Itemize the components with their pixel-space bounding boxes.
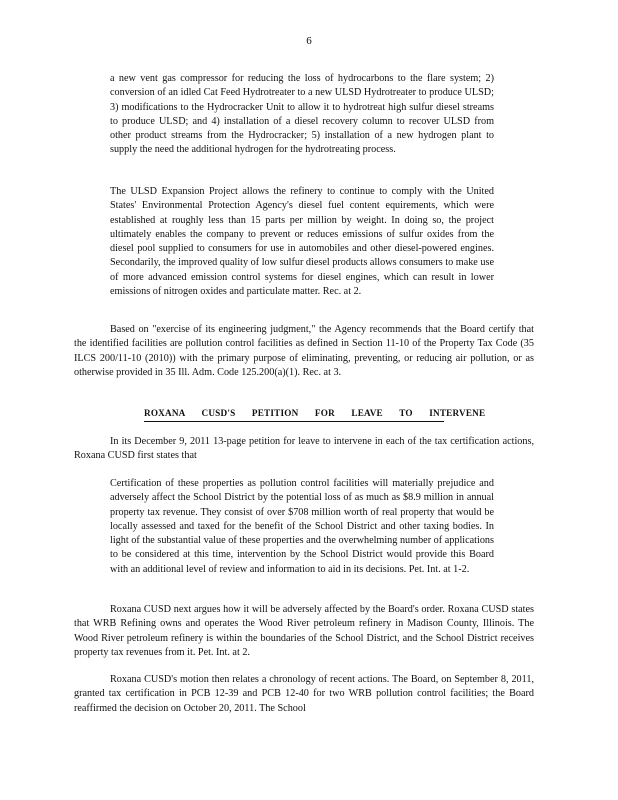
paragraph-agency-recommendation [74,323,534,380]
paragraph-adverse-effect [74,603,534,660]
quoted-paragraph-project-components: a new vent gas compressor for reducing the loss of hydrocarbons to the flare system; 2) conversion of an idled Cat Feed Hydrotreater to a new ULSD Hydrotreater to produce ULSD; 3) modifications to the Hydrocracker Unit to allow it to hydrotreat high sulfur diesel streams to produce ULSD; and 4) installation of a diesel recovery column to recover ULSD from other product streams from the Hydrocracker; 5) installation of a new hydrogen plant to supply the need the additional hydrogen for the hydrotreating process. [110,73,494,156]
page-number: 6 [306,35,312,47]
quoted-paragraph-certification: Certification of these properties as pollution control facilities will materially prejudice and adversely affect the School District by the potential loss of as much as $8.9 million in annual property tax revenue. They consist of over $708 million worth of real property that would be locally assessed and taxed for the benefit of the School District and other taxing bodies. In light of the substantial value of these properties and the overwhelming number of applications to be considered at this time, intervention by the School District would provide this Board with an additional level of review and information to aid in its decisions. Pet. Int. at 1-2. [110,478,494,575]
paragraph-adverse-effect-text: Roxana CUSD next argues how it will be adversely affected by the Board's order. Roxana CUSD states that WRB Refining owns and operates the Wood River petroleum refinery in Madison County, Illinois. The Wood River petroleum refinery is within the boundaries of the School District, and the School District receives property tax revenues from it. Pet. Int. at 2. [74,604,534,658]
paragraph-petition-intro [74,435,534,464]
paragraph-agency-recommendation-text: Based on "exercise of its engineering judgment," the Agency recommends that the Board certify that the identified facilities are pollution control facilities as defined in Section 11-10 of the Property Tax Code (35 ILCS 200/11-10 (2010)) with the primary purpose of eliminating, preventing, or reducing air pollution, or as otherwise provided in 35 Ill. Adm. Code 125.200(a)(1). Rec. at 3. [74,324,534,378]
section-heading: ROXANA CUSD'S PETITION FOR LEAVE TO INTERVENE [144,406,444,422]
paragraph-chronology [74,673,534,716]
paragraph-petition-intro-text: In its December 9, 2011 13-page petition for leave to intervene in each of the tax certification actions, Roxana CUSD first states that [74,436,534,462]
quoted-paragraph-ulsd-expansion: The ULSD Expansion Project allows the refinery to continue to comply with the United States' Environmental Protection Agency's diesel fuel content equirements, which were established at roughly less than 15 parts per million by weight. In doing so, the project ultimately enables the company to prevent or reduces emissions of sulfur oxides from the diesel pool supplied to consumers for use in automobiles and other diesel-powered engines. Secondarily, the improved quality of low sulfur diesel products allows consumers to make use of more advanced emission control systems for diesel engines, which can result in lower emissions of nitrogen oxides and particulate matter. Rec. at 2. [110,186,494,298]
paragraph-chronology-text: Roxana CUSD's motion then relates a chronology of recent actions. The Board, on September 8, 2011, granted tax certification in PCB 12-39 and PCB 12-40 for two WRB pollution control facilities; the Board reaffirmed the decision on October 20, 2011. The School [74,674,534,714]
